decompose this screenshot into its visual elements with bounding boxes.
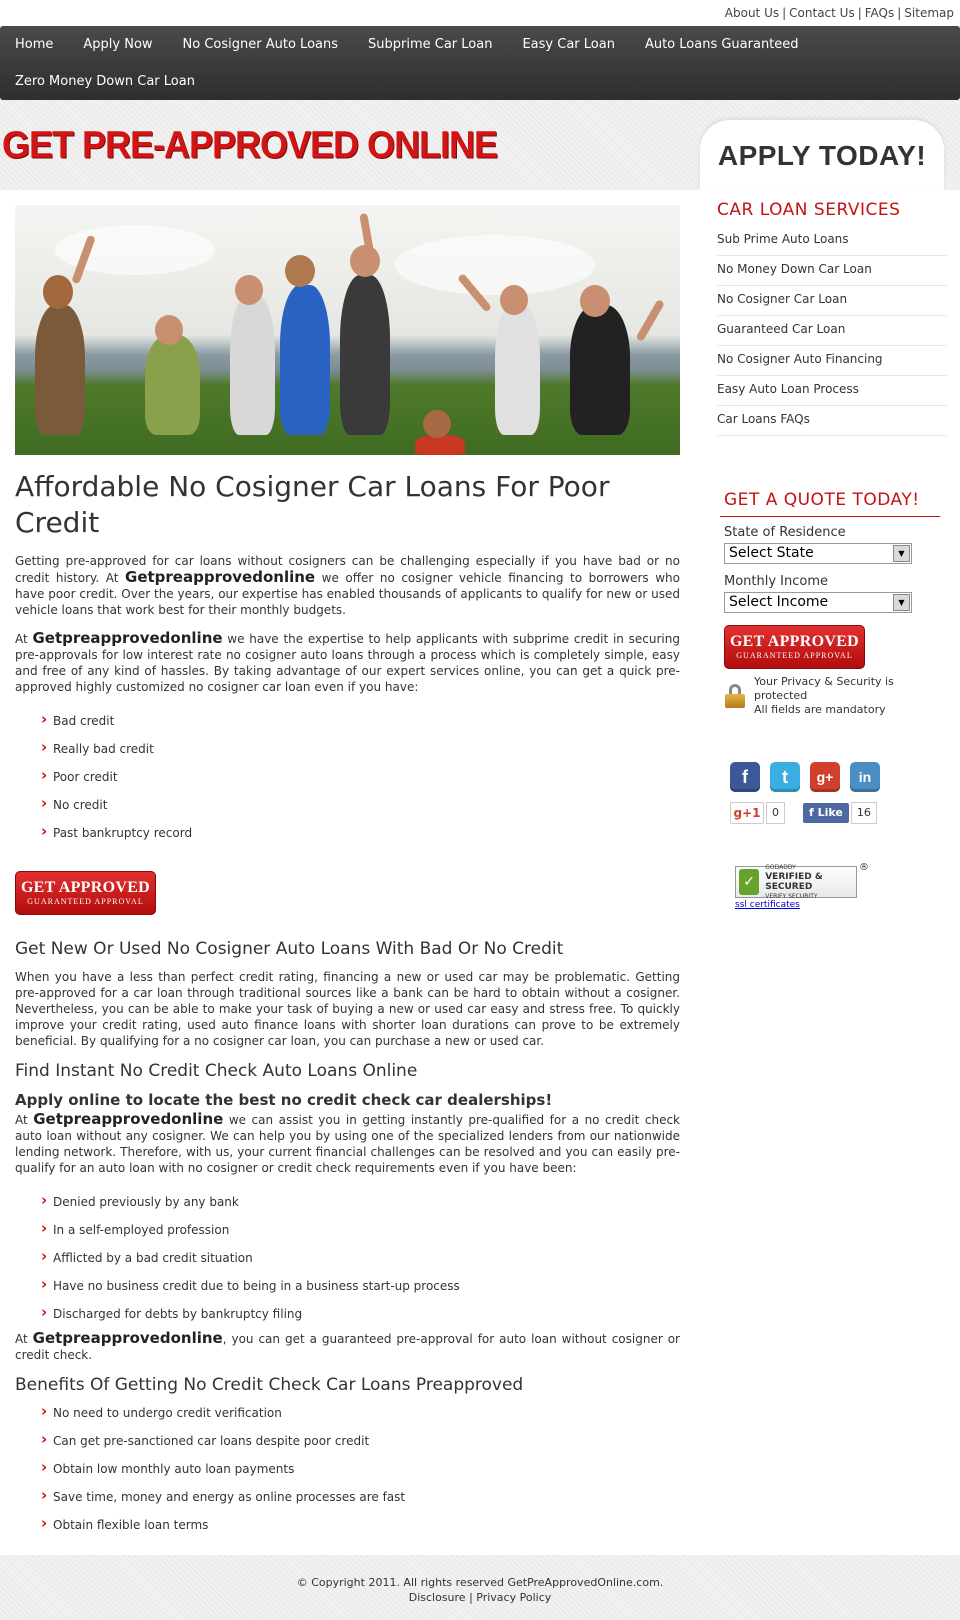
section-paragraph: At Getpreapprovedonline we can assist you in getting instantly pre-qualified for a no credit check auto loan without any cosigner. We can help you by using one of the specialized lenders from our nationwide lending network. Therefore, with us, your current financial challenges can be resolved and you can easily pre-qualify for an auto loan with no cosigner or credit check requirements even if you have been:: [15, 1110, 680, 1175]
list-item: › Really bad credit: [41, 741, 680, 757]
list-item: › Can get pre-sanctioned car loans despite poor credit: [41, 1433, 680, 1449]
twitter-icon[interactable]: t: [770, 762, 800, 792]
contact-us-link[interactable]: Contact Us: [789, 6, 855, 20]
section-paragraph: At Getpreapprovedonline, you can get a guaranteed pre-approval for auto loan without cosigner or credit check.: [15, 1329, 680, 1362]
list-item: › Save time, money and energy as online processes are fast: [41, 1489, 680, 1505]
nav-home[interactable]: Home: [15, 37, 54, 52]
nav-easy-car-loan[interactable]: Easy Car Loan: [522, 37, 615, 52]
list-item: › No credit: [41, 797, 680, 813]
services-list: [717, 226, 947, 436]
sidebar: [700, 190, 948, 436]
facebook-icon[interactable]: f: [730, 762, 760, 792]
quote-form: [720, 490, 940, 717]
service-link[interactable]: No Cosigner Auto Financing: [717, 346, 947, 376]
site-logo[interactable]: GET PRE-APPROVED ONLINE: [2, 122, 498, 166]
service-link[interactable]: Car Loans FAQs: [717, 406, 947, 436]
service-link[interactable]: Easy Auto Loan Process: [717, 376, 947, 406]
service-link[interactable]: No Money Down Car Loan: [717, 256, 947, 286]
google-plus-icon[interactable]: g+: [810, 762, 840, 792]
services-title: CAR LOAN SERVICES: [717, 200, 901, 220]
disclosure-link[interactable]: Disclosure: [408, 1591, 466, 1604]
facebook-like-button[interactable]: f Like: [803, 803, 849, 823]
list-item: › Bad credit: [41, 713, 680, 729]
get-approved-button[interactable]: GET APPROVED GUARANTEED APPROVAL: [15, 871, 156, 915]
section-heading: Find Instant No Credit Check Auto Loans Online: [15, 1061, 418, 1081]
chevron-down-icon: ▼: [893, 594, 910, 611]
top-links: About Us | Contact Us | FAQs | Sitemap: [724, 6, 954, 20]
quote-title: GET A QUOTE TODAY!: [720, 490, 940, 517]
main-content: [15, 205, 680, 1547]
nav-apply-now[interactable]: Apply Now: [83, 37, 153, 52]
social-icons: [730, 762, 880, 792]
nav-no-cosigner-auto-loans[interactable]: No Cosigner Auto Loans: [182, 37, 339, 52]
about-us-link[interactable]: About Us: [724, 6, 780, 20]
chevron-down-icon: ▼: [893, 545, 910, 562]
share-counters: [730, 802, 877, 824]
situations-list: [41, 1194, 680, 1322]
section-paragraph: When you have a less than perfect credit rating, financing a new or used car may be problematic. Getting pre-approved for a car loan through traditional sources like a bank can be hard to obtain without a cosigner. Nevertheless, you can be able to make your task of buying a new or used car easy and stress free. To quickly improve your credit rating, used auto finance loans with shorter loan durations can prove to be extremely beneficial. By qualifying for a no cosigner car loan, you can purchase a new or used car.: [15, 970, 680, 1048]
brand-name: Getpreapprovedonline: [125, 568, 316, 586]
nav-subprime-car-loan[interactable]: Subprime Car Loan: [368, 37, 493, 52]
list-item: › No need to undergo credit verification: [41, 1405, 680, 1421]
faqs-link[interactable]: FAQs: [864, 6, 895, 20]
plusone-count: 0: [766, 802, 785, 824]
service-link[interactable]: No Cosigner Car Loan: [717, 286, 947, 316]
service-link[interactable]: Guaranteed Car Loan: [717, 316, 947, 346]
apply-today-tab[interactable]: [700, 120, 944, 190]
lock-icon: [724, 684, 746, 708]
list-item: › Past bankruptcy record: [41, 825, 680, 841]
google-plus-one-button[interactable]: g+1: [730, 802, 764, 824]
sitemap-link[interactable]: Sitemap: [904, 6, 954, 20]
list-item: › Obtain low monthly auto loan payments: [41, 1461, 680, 1477]
quote-get-approved-button[interactable]: GET APPROVED GUARANTEED APPROVAL: [724, 625, 865, 669]
list-item: › Obtain flexible loan terms: [41, 1517, 680, 1533]
intro-paragraph: Getting pre-approved for car loans without cosigners can be challenging especially if you have bad or no credit history. At Getpreapprovedonline we offer no cosigner vehicle financing to borrowers who have poor credit. Over the years, our expertise has enabled thousands of applicants to qualify for new or used vehicle loans that work best for their monthly budgets.: [15, 554, 680, 617]
footer: © Copyright 2011. All rights reserved GetPreApprovedOnline.com. Disclosure | Privacy Policy: [0, 1555, 960, 1620]
hero-image: [15, 205, 680, 455]
state-select[interactable]: Select State ▼: [724, 543, 912, 564]
nav-zero-money-down[interactable]: Zero Money Down Car Loan: [15, 74, 195, 89]
linkedin-icon[interactable]: in: [850, 762, 880, 792]
main-nav: [0, 26, 960, 100]
list-item: › Denied previously by any bank: [41, 1194, 680, 1210]
list-item: › Discharged for debts by bankruptcy filing: [41, 1306, 680, 1322]
privacy-policy-link[interactable]: Privacy Policy: [476, 1591, 552, 1604]
apply-today-label: APPLY TODAY!: [717, 140, 927, 171]
section-heading: Benefits Of Getting No Credit Check Car Loans Preapproved: [15, 1375, 524, 1395]
subheading: Apply online to locate the best no credit check car dealerships!: [15, 1091, 553, 1109]
brand-name: Getpreapprovedonline: [33, 1110, 224, 1128]
ssl-certificates-link[interactable]: ssl certificates: [735, 900, 800, 910]
expertise-paragraph: At Getpreapprovedonline we have the expertise to help applicants with subprime credit in securing pre-approvals for low interest rate no cosigner auto loans through a process which is completely simple, easy and free of any kind of hassles. By taking advantage of our expert services online, you can get a quick pre-approved highly customized no cosigner car loan even if you have:: [15, 629, 680, 694]
list-item: › In a self-employed profession: [41, 1222, 680, 1238]
section-heading: Get New Or Used No Cosigner Auto Loans With Bad Or No Credit: [15, 939, 564, 959]
income-label: Monthly Income: [724, 574, 829, 589]
brand-name: Getpreapprovedonline: [32, 1329, 223, 1347]
credit-list: [41, 713, 680, 841]
ssl-badge[interactable]: ✓ GODADDY VERIFIED & SECURED VERIFY SECURITY ® ssl certificates: [735, 862, 869, 910]
list-item: › Have no business credit due to being in a business start-up process: [41, 1278, 680, 1294]
privacy-note: Your Privacy & Security is protected All fields are mandatory: [720, 675, 940, 717]
shield-icon: ✓: [739, 869, 759, 895]
list-item: › Afflicted by a bad credit situation: [41, 1250, 680, 1266]
benefits-list: [41, 1405, 680, 1533]
state-label: State of Residence: [724, 525, 846, 540]
page-title: Affordable No Cosigner Car Loans For Poor Credit: [15, 470, 610, 539]
list-item: › Poor credit: [41, 769, 680, 785]
service-link[interactable]: Sub Prime Auto Loans: [717, 226, 947, 256]
copyright: © Copyright 2011. All rights reserved GetPreApprovedOnline.com.: [296, 1576, 664, 1589]
like-count: 16: [851, 802, 877, 824]
income-select[interactable]: Select Income ▼: [724, 592, 912, 613]
brand-name: Getpreapprovedonline: [32, 629, 223, 647]
nav-auto-loans-guaranteed[interactable]: Auto Loans Guaranteed: [644, 37, 799, 52]
